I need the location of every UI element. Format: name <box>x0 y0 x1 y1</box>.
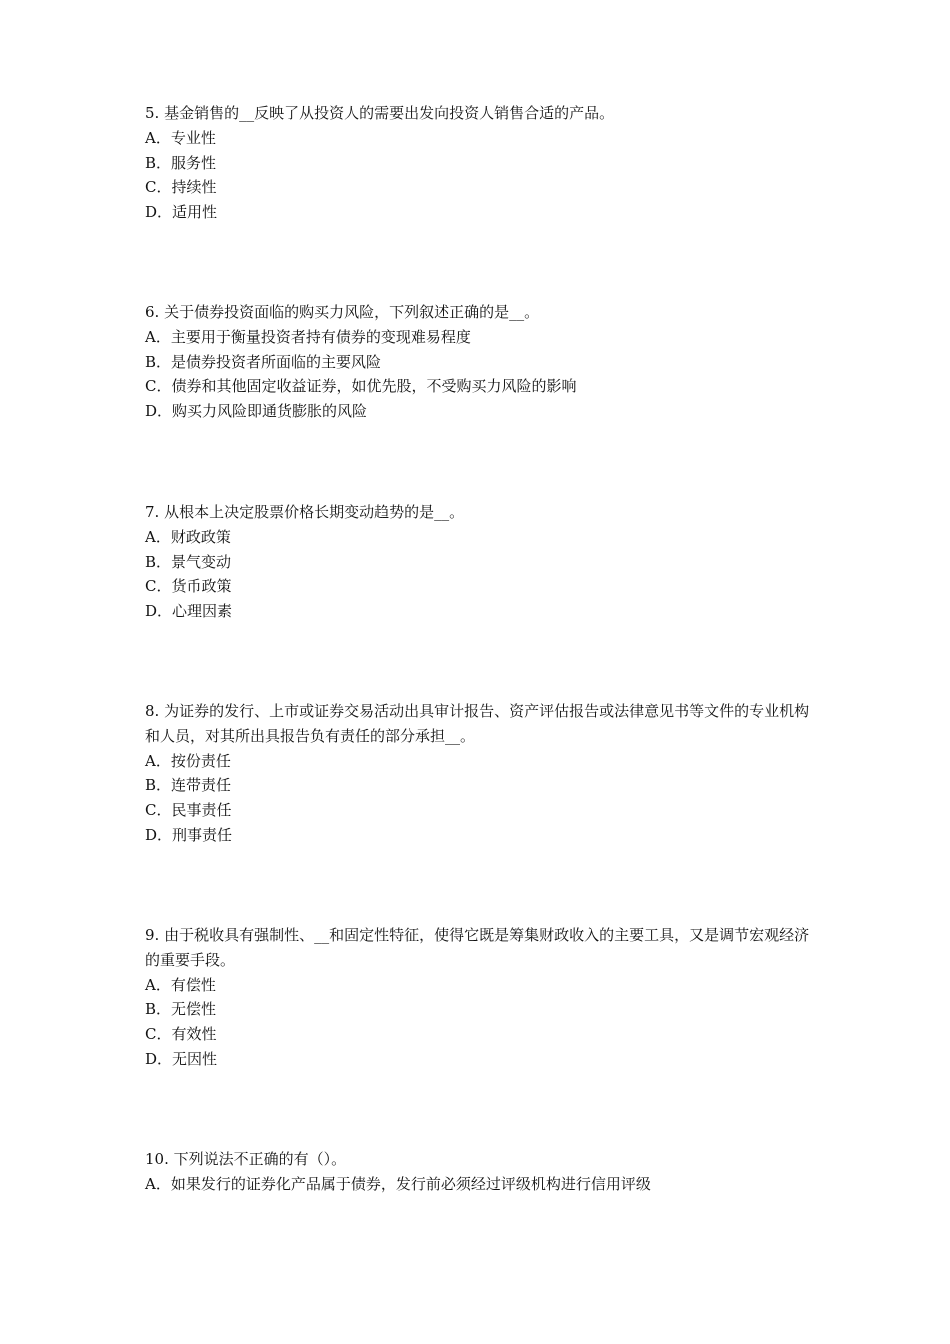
question-stem: 10. 下列说法不正确的有（）。 <box>145 1150 347 1168</box>
option-c: C．货币政策 <box>145 577 232 596</box>
option-b: B．景气变动 <box>145 552 232 571</box>
question-stem: 9. 由于税收具有强制性、__和固定性特征，使得它既是筹集财政收入的主要工具，又是调节宏观经济的重要手段。 <box>145 926 810 969</box>
question-7 <box>145 500 815 624</box>
option-b: B．无偿性 <box>145 1000 217 1019</box>
question-stem: 7. 从根本上决定股票价格长期变动趋势的是__。 <box>145 503 465 521</box>
option-a: A．有偿性 <box>145 975 216 994</box>
question-stem: 8. 为证券的发行、上市或证券交易活动出具审计报告、资产评估报告或法律意见书等文件的专业机构和人员，对其所出具报告负有责任的部分承担__。 <box>145 702 810 745</box>
option-d: D．无因性 <box>145 1049 218 1068</box>
option-d: D．心理因素 <box>145 602 233 621</box>
option-a: A．按份责任 <box>145 751 231 770</box>
question-stem: 6. 关于债券投资面临的购买力风险，下列叙述正确的是__。 <box>145 303 540 321</box>
option-a: A．如果发行的证券化产品属于债券，发行前必须经过评级机构进行信用评级 <box>145 1174 651 1193</box>
option-b: B．连带责任 <box>145 776 232 795</box>
option-d: D．适用性 <box>145 203 218 222</box>
question-10 <box>145 1147 815 1197</box>
question-6 <box>145 300 815 424</box>
question-stem: 5. 基金销售的__反映了从投资人的需要出发向投资人销售合适的产品。 <box>145 104 615 122</box>
option-b: B．服务性 <box>145 153 217 172</box>
option-a: A．专业性 <box>145 128 216 147</box>
option-c: C．民事责任 <box>145 801 232 820</box>
option-b: B．是债券投资者所面临的主要风险 <box>145 352 382 371</box>
question-9 <box>145 923 815 1072</box>
option-a: A．主要用于衡量投资者持有债券的变现难易程度 <box>145 327 471 346</box>
option-d: D．购买力风险即通货膨胀的风险 <box>145 402 368 421</box>
option-d: D．刑事责任 <box>145 825 233 844</box>
question-8 <box>145 699 815 848</box>
option-c: C．持续性 <box>145 178 217 197</box>
question-5 <box>145 101 815 225</box>
option-a: A．财政政策 <box>145 527 231 546</box>
option-c: C．债券和其他固定收益证券，如优先股，不受购买力风险的影响 <box>145 377 577 396</box>
option-c: C．有效性 <box>145 1025 217 1044</box>
